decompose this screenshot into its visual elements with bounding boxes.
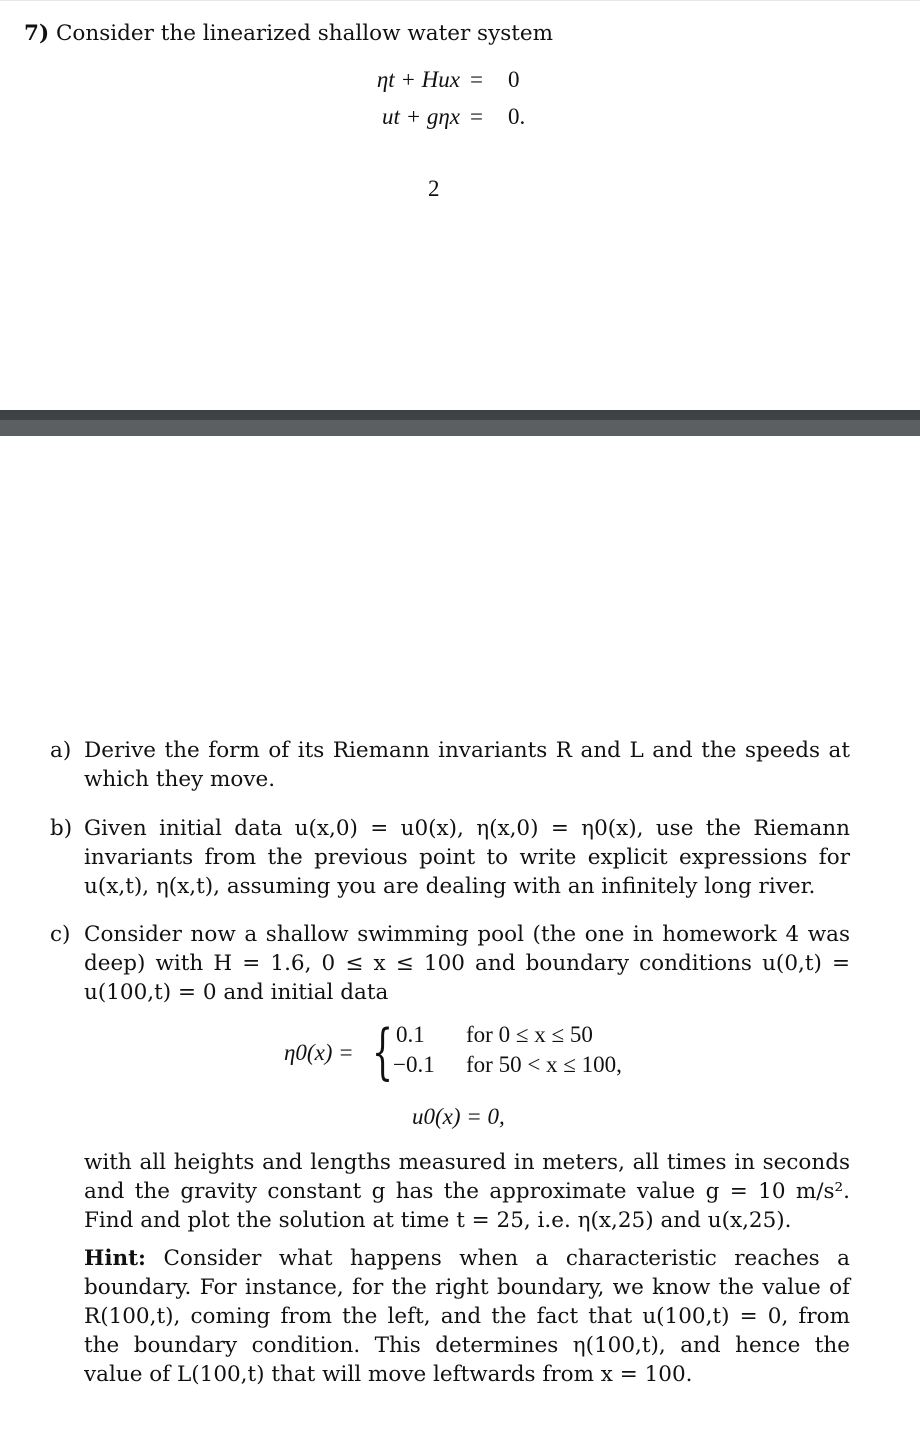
part-b xyxy=(50,814,850,901)
page-number: 2 xyxy=(428,176,440,201)
system-eq1-equals: = xyxy=(470,67,483,92)
part-b-text: Given initial data u(x,0) = u0(x), η(x,0) = η0(x), use the Riemann invariants from the previous point to write explicit expressions for u(x,t), η(x,t), assuming you are dealing with an infinitely long river. xyxy=(84,816,850,899)
part-a-label: a) xyxy=(50,738,72,763)
part-c-label: c) xyxy=(50,922,71,947)
part-c-text: Consider now a shallow swimming pool (the one in homework 4 was deep) with H = 1.6, 0 ≤ x ≤ 100 and boundary conditions u(0,t) = u(100,t) = 0 and initial data xyxy=(84,922,850,1005)
system-eq2-rhs: 0. xyxy=(508,104,526,129)
system-eq1-lhs: ηt + Hux xyxy=(376,67,460,92)
hint-block xyxy=(84,1244,850,1389)
piecewise-lhs: η0(x) = xyxy=(284,1040,354,1065)
piecewise-case1-value: 0.1 xyxy=(396,1022,425,1047)
page-bottom xyxy=(0,436,920,1432)
part-a-text: Derive the form of its Riemann invariants R and L and the speeds at which they move. xyxy=(84,738,850,792)
problem-heading xyxy=(24,19,553,48)
page-separator xyxy=(0,410,920,436)
piecewise-case1-cond: for 0 ≤ x ≤ 50 xyxy=(466,1022,593,1047)
system-eq2-lhs: ut + gηx xyxy=(381,104,460,129)
hint-label: Hint: xyxy=(84,1246,146,1271)
part-c xyxy=(50,920,850,1007)
part-a xyxy=(50,736,850,794)
page-top xyxy=(0,0,920,411)
system-eq2-equals: = xyxy=(470,104,483,129)
piecewise-case2-value: −0.1 xyxy=(393,1052,435,1077)
problem-intro: Consider the linearized shallow water system xyxy=(55,21,554,46)
piecewise-brace: { xyxy=(372,1017,394,1087)
hint-text: Consider what happens when a characteristic reaches a boundary. For instance, for the right boundary, we know the value of R(100,t), coming from the left, and the fact that u(100,t) = 0, from the boundary condition. This determines η(100,t), and hence the value of L(100,t) that will move leftwards from x = 100. xyxy=(84,1246,850,1387)
system-eq1-rhs: 0 xyxy=(508,67,520,92)
part-b-label: b) xyxy=(50,816,73,841)
u0-equation: u0(x) = 0, xyxy=(412,1104,505,1129)
piecewise-case2-cond: for 50 < x ≤ 100, xyxy=(466,1052,622,1077)
problem-number: 7) xyxy=(24,21,50,46)
part-c-after: with all heights and lengths measured in meters, all times in seconds and the gravity constant g has the approximate value g = 10 m/s². Find and plot the solution at time t = 25, i.e. η(x,25) and u(x,25). xyxy=(84,1150,850,1233)
